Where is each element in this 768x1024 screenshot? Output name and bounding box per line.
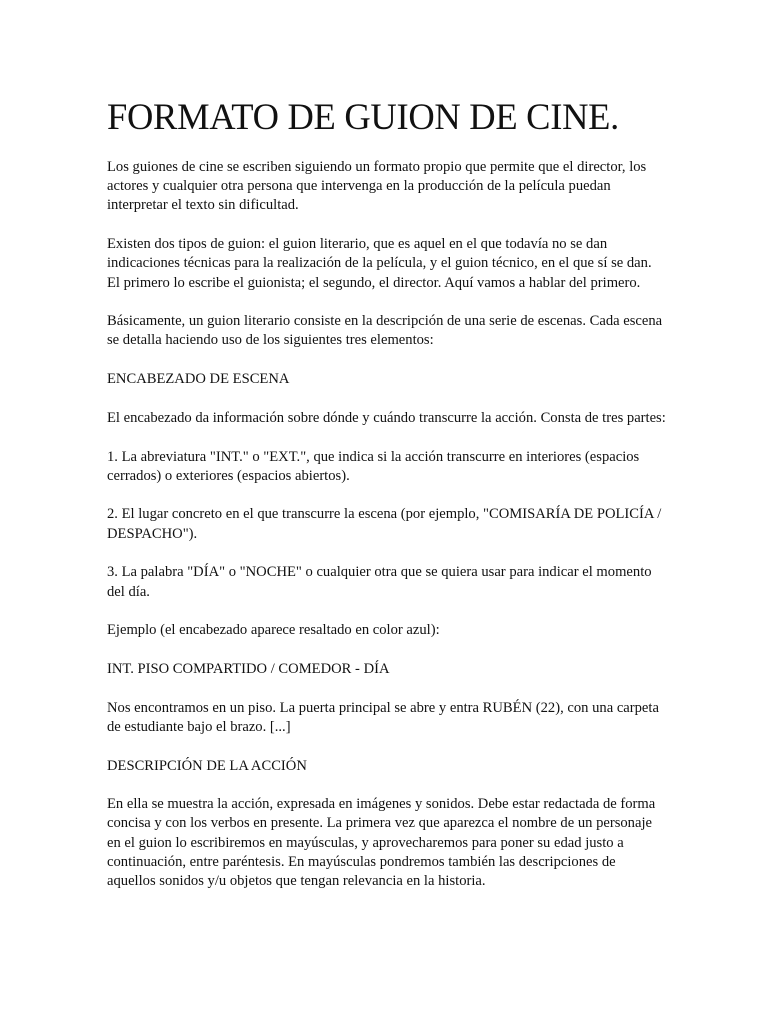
list-item-1: 1. La abreviatura "INT." o "EXT.", que indica si la acción transcurre en interiores (espacios cerrados) o exteriores (espacios abiertos). [107,448,640,484]
paragraph-encabezado-info: El encabezado da información sobre dónde y cuándo transcurre la acción. Consta de tres partes: [107,409,666,426]
example-scene-text: Nos encontramos en un piso. La puerta principal se abre y entra RUBÉN (22), con una carpeta de estudiante bajo el brazo. [...] [107,699,659,735]
example-scene-heading: INT. PISO COMPARTIDO / COMEDOR - DÍA [107,660,390,677]
document-title: FORMATO DE GUION DE CINE. [107,96,619,137]
paragraph-intro: Los guiones de cine se escriben siguiendo un formato propio que permite que el director, los actores y cualquier otra persona que intervenga en la producción de la película puedan interpretar el texto sin dificultad. [107,159,647,214]
paragraph-descripcion: En ella se muestra la acción, expresada en imágenes y sonidos. Debe estar redactada de forma concisa y con los verbos en presente. La primera vez que aparezca el nombre de un personaje en el guion lo escribiremos en mayúsculas, y aprovecharemos para poner su edad justo a continuación, entre paréntesis. En mayúsculas pondremos también las descripciones de aquellos sonidos y/u objetos que tengan relevancia en la historia. [107,796,656,890]
section-heading-encabezado: ENCABEZADO DE ESCENA [107,371,290,388]
list-item-3: 3. La palabra "DÍA" o "NOCHE" o cualquier otra que se quiera usar para indicar el momento del día. [107,564,652,600]
paragraph-guion-literario: Básicamente, un guion literario consiste en la descripción de una serie de escenas. Cada escena se detalla haciendo uso de los siguientes tres elementos: [107,313,663,349]
paragraph-tipos-guion: Existen dos tipos de guion: el guion literario, que es aquel en el que todavía no se dan indicaciones técnicas para la realización de la película, y el guion técnico, en el que sí se dan. El primero lo escribe el guionista; el segundo, el director. Aquí vamos a hablar del primero. [107,236,652,291]
list-item-2: 2. El lugar concreto en el que transcurre la escena (por ejemplo, "COMISARÍA DE POLICÍA / DESPACHO"). [107,506,662,542]
document-page [107,96,667,911]
section-heading-descripcion: DESCRIPCIÓN DE LA ACCIÓN [107,757,307,774]
paragraph-ejemplo: Ejemplo (el encabezado aparece resaltado en color azul): [107,622,440,639]
